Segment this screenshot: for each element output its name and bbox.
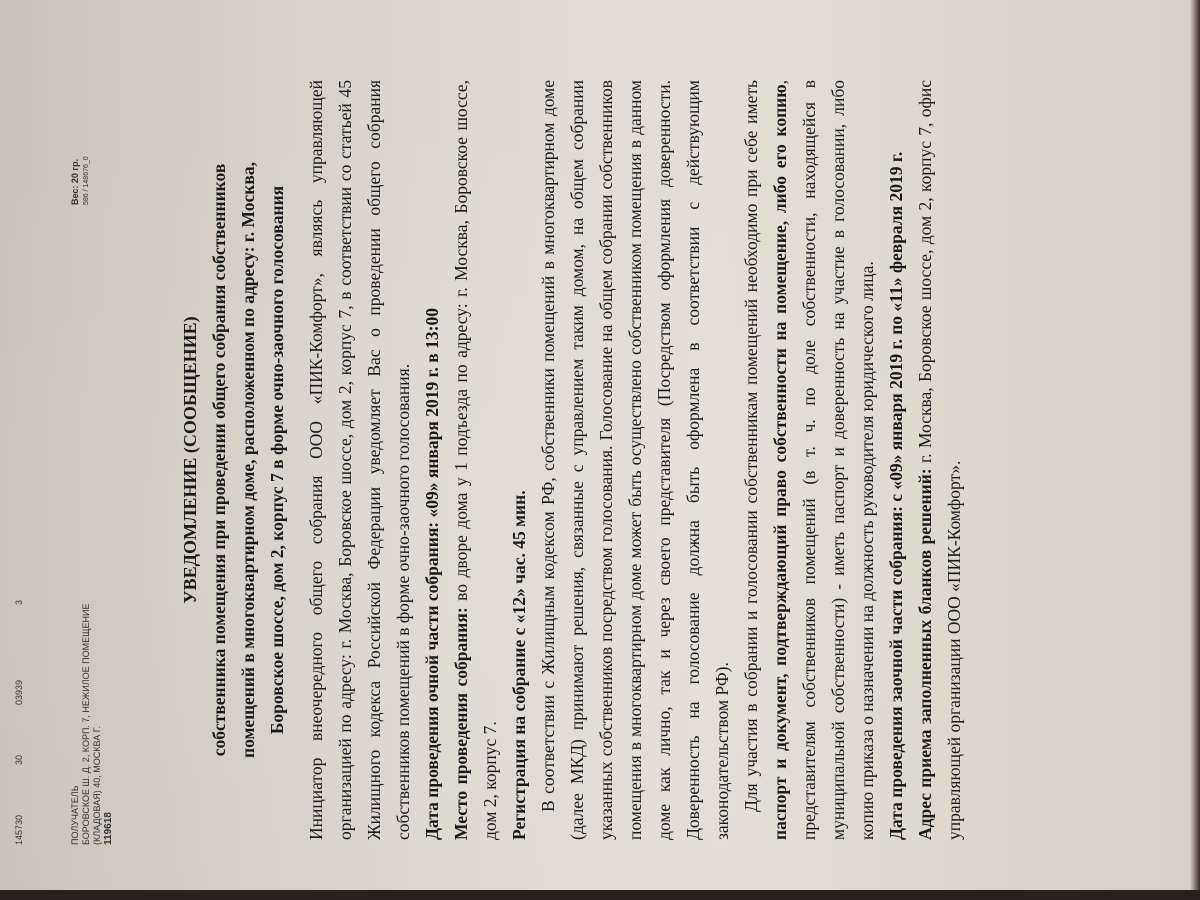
forms-address	[911, 80, 969, 840]
receiver-line1: БОРОВСКОЕ Ш. Д. 2, КОРП. 7, НЕЖИЛОЕ ПОМЕЩЕНИЕ	[81, 603, 91, 845]
notice-title: УВЕДОМЛЕНИЕ (СООБЩЕНИЕ)	[180, 316, 200, 604]
notice-subtitle-line2: помещений в многоквартирном доме, расположенном по адресу: г. Москва,	[238, 162, 258, 758]
meeting-place	[447, 80, 505, 840]
meeting-place-text: во дворе дома у 1 подъезда по адресу: г. Москва, Боровское шоссе, дом 2, корпус 7.	[451, 79, 500, 840]
receiver-line2: (КЛАДОВАЯ) 40, МОСКВА Г.	[92, 726, 102, 845]
meeting-date: Дата проведения очной части собрания: «09» января 2019 г. в 13:00	[422, 308, 442, 840]
notice-body	[175, 80, 969, 840]
receiver-index: 119618	[103, 812, 114, 845]
intro-paragraph: Инициатор внеочередного общего собрания ООО «ПИК-Комфорт», являясь управляющей организацией по адресу: г. Москва, Боровское шоссе, дом 2, корпус 7, в соответствии со статьей 45 Жилищного кодекса Российской Федерации уведомляет Вас о проведении общего собрания собственников помещений в форме очно-заочного голосования.	[306, 80, 413, 840]
meeting-place-label: Место проведения собрания:	[451, 607, 471, 840]
document-sheet	[10, 25, 1190, 875]
postal-suffix: 3	[14, 599, 24, 605]
notice-subtitle-line3: Боровское шоссе, дом 2, корпус 7 в форме очно-заочного голосования	[267, 185, 287, 735]
participation-docs: паспорт и документ, подтверждающий право собственности на помещение, либо его копию	[770, 84, 790, 840]
postal-num: 30	[14, 754, 24, 765]
postal-label	[10, 85, 140, 845]
notice-subtitle-line1: собственника помещения при проведении общего собрания собственников	[209, 163, 229, 757]
receiver-label: ПОЛУЧАТЕЛЬ	[70, 785, 80, 845]
postal-weight-block	[70, 65, 92, 205]
participation-text-c: , представителям собственников помещений (в т. ч. по доле собственности, находящейся в муниципальной собственности) - иметь паспорт и доверенность на участие в голосовании, либо копию приказа о назначении на должность руководителя юридического лица.	[770, 80, 877, 840]
absentee-dates: Дата проведения заочной части собрания: с «09» января 2019 г. по «11» февраля 2019 г.	[886, 151, 906, 840]
forms-address-label: Адрес приема заполненных бланков решений:	[915, 468, 935, 840]
postal-receiver	[70, 285, 114, 845]
legal-basis-paragraph: В соответствии с Жилищным кодексом РФ, собственники помещений в многоквартирном доме (далее МКД) принимают решения, связанные с управлением таким домом, на общем собрании указанных собственников посредством голосования. Голосование на общем собрании собственников помещения в многоквартирном доме может быть осуществлено собственником помещения в данном доме как лично, так и через своего представителя (Посредством оформления доверенности. Доверенность на голосование должна быть оформлена в соответствии с действующим законодательством РФ).	[538, 80, 732, 840]
postal-barcode-text: 586 / 148676_0	[83, 156, 90, 205]
postal-code: 03939	[14, 679, 24, 705]
participation-text-a: Для участия в собрании и голосовании собственникам помещений необходимо при себе иметь	[741, 80, 761, 812]
spacer	[292, 80, 302, 840]
forms-address-text: г. Москва, Боровское шоссе, дом 2, корпус 7, офис управляющей организации ООО «ПИК-Комфорт».	[915, 80, 964, 840]
registration-time: Регистрация на собрание с «12» час. 45 мин.	[509, 490, 529, 840]
postal-index-code: 145730	[14, 814, 24, 845]
postal-weight: Вес: 20 гр.	[70, 158, 80, 205]
participation-paragraph	[737, 80, 882, 840]
